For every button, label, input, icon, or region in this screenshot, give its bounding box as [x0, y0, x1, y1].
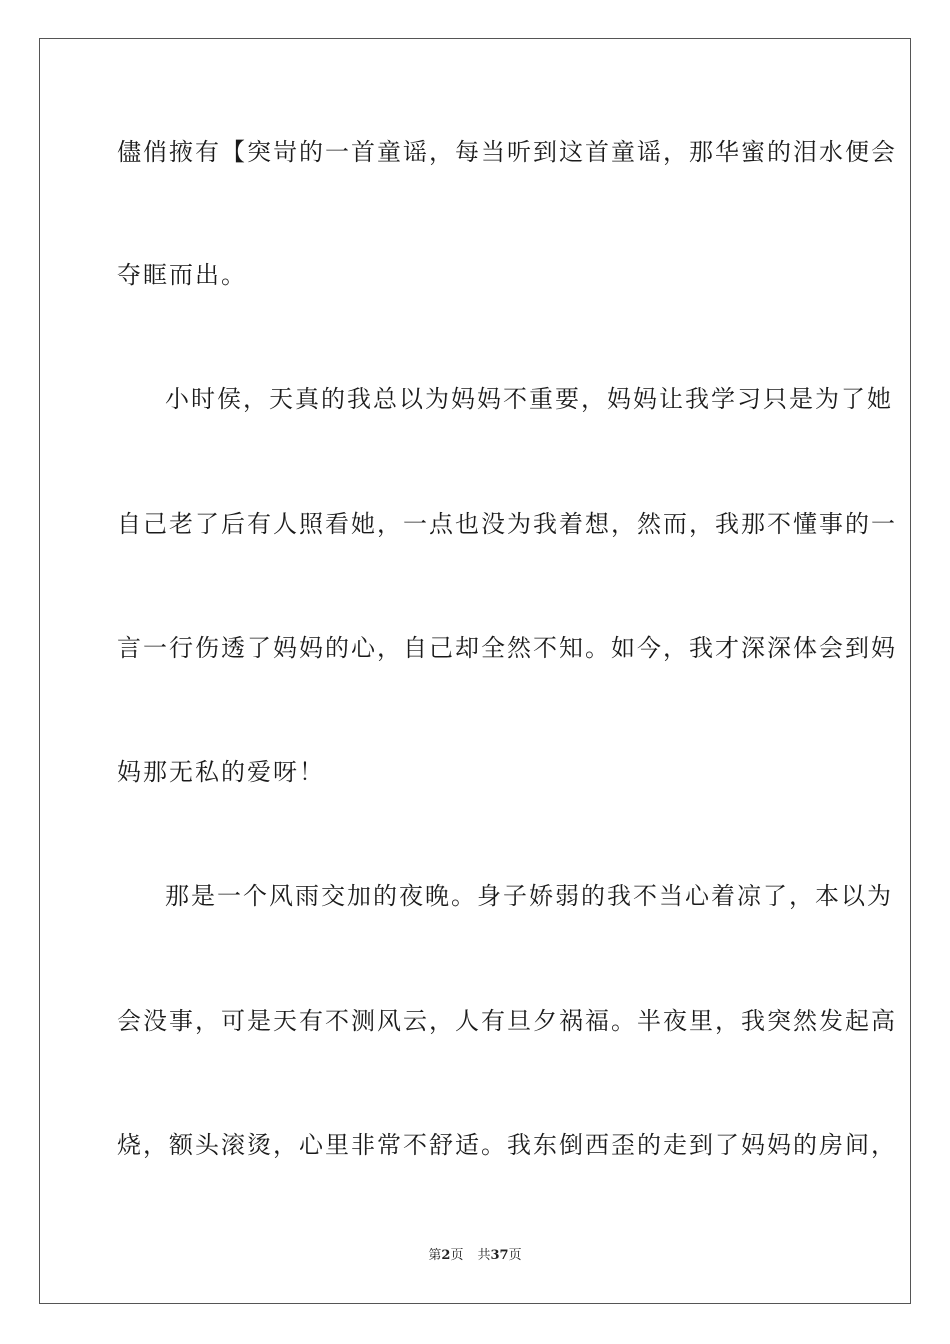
page-prefix: 第	[428, 1248, 442, 1263]
page-footer	[0, 1248, 950, 1264]
text-line-1: 儘俏掖有【突岢的一首童谣，每当听到这首童谣，那华蜜的泪水便会	[117, 138, 897, 166]
page-number: 2	[441, 1248, 451, 1263]
text-line-4: 自己老了后有人照看她，一点也没为我着想，然而，我那不懂事的一	[117, 510, 897, 538]
total-suffix: 页	[508, 1248, 522, 1263]
total-prefix: 共	[477, 1248, 491, 1263]
text-line-2: 夺眶而出。	[117, 261, 247, 289]
page-border	[39, 38, 911, 1304]
page-suffix: 页	[450, 1248, 464, 1263]
text-line-6: 妈那无私的爱呀！	[117, 758, 325, 786]
text-line-7: 那是一个风雨交加的夜晚。身子娇弱的我不当心着凉了，本以为	[165, 882, 893, 910]
total-pages: 37	[490, 1248, 509, 1263]
text-line-8: 会没事，可是天有不测风云，人有旦夕祸福。半夜里，我突然发起高	[117, 1007, 897, 1035]
text-line-3: 小时侯，天真的我总以为妈妈不重要，妈妈让我学习只是为了她	[165, 385, 893, 413]
text-line-5: 言一行伤透了妈妈的心，自己却全然不知。如今，我才深深体会到妈	[117, 634, 897, 662]
text-line-9: 烧，额头滚烫，心里非常不舒适。我东倒西歪的走到了妈妈的房间，	[117, 1131, 897, 1159]
